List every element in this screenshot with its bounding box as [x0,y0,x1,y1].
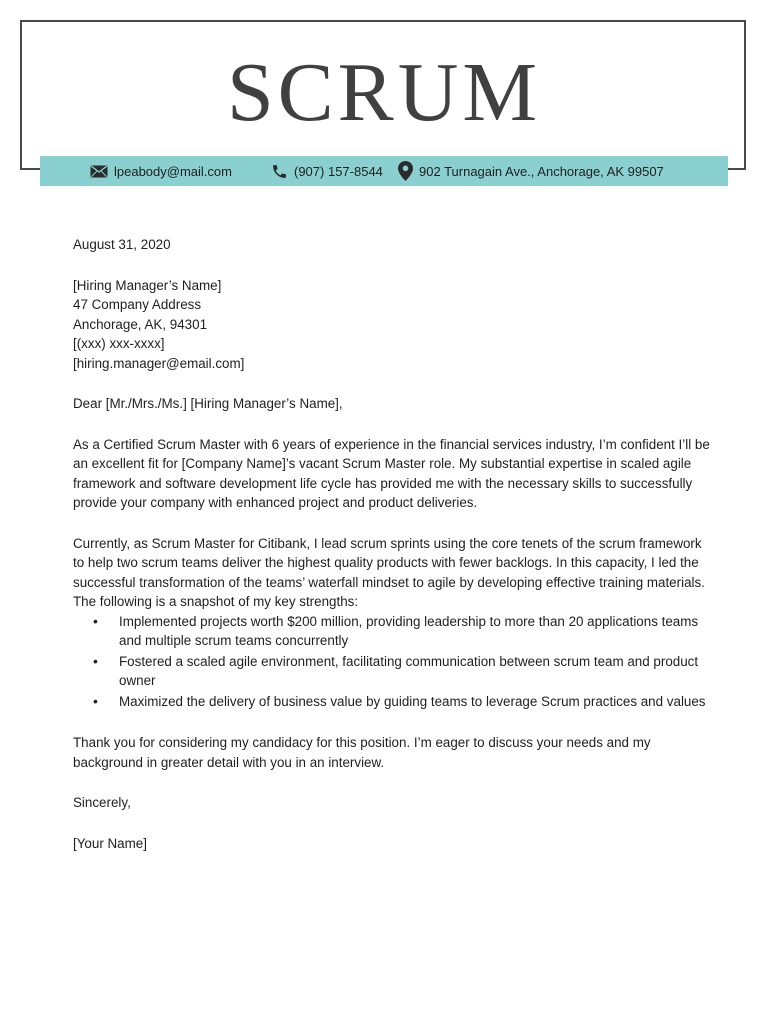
letter-date: August 31, 2020 [73,237,171,252]
recipient-line: [hiring.manager@email.com] [73,355,245,371]
paragraph-experience: Currently, as Scrum Master for Citibank, I lead scrum sprints using the core tenets of the scrum framework to help two scrum teams deliver the highest quality products with fewer backlogs. In this capacity, I led the successful transformation of the teams’ waterfall mindset to agile by developing effective training materials. The following is a snapshot of my key strengths: [73,535,705,609]
recipient-line: [Hiring Manager’s Name] [73,277,222,293]
paragraph-intro: As a Certified Scrum Master with 6 years of experience in the financial services industry, I’m confident I’ll be an excellent fit for [Company Name]’s vacant Scrum Master role. My substantial expertise in scaled agile framework and software development life cycle has provided me with the necessary skills to successfully provide your company with enhanced project and product deliveries. [73,436,710,510]
bullet-text: Fostered a scaled agile environment, facilitating communication between scrum team and product owner [119,653,699,688]
email-text: lpeabody@mail.com [114,163,232,179]
list-item [73,612,713,651]
recipient-block [73,276,713,374]
salutation: Dear [Mr./Mrs./Ms.] [Hiring Manager’s Name], [73,396,343,411]
list-item [73,692,713,712]
list-item [73,652,713,691]
envelope-icon [90,165,114,178]
recipient-line: Anchorage, AK, 94301 [73,316,208,332]
closing: Sincerely, [73,795,131,810]
bullet-text: Implemented projects worth $200 million, providing leadership to more than 20 applications teams and multiple scrum teams concurrently [119,613,699,648]
address-text: 902 Turnagain Ave., Anchorage, AK 99507 [419,163,664,179]
applicant-name: SCRUM [226,46,542,139]
contact-phone [271,156,383,186]
strengths-list [73,612,713,712]
bullet-icon: • [93,612,98,629]
map-pin-icon [398,161,419,181]
bullet-icon: • [93,692,98,709]
phone-icon [271,163,294,180]
contact-bar [40,156,728,186]
signature: [Your Name] [73,835,147,851]
bullet-icon: • [93,652,98,669]
contact-email [90,156,232,186]
recipient-line: [(xxx) xxx-xxxx] [73,336,165,351]
bullet-text: Maximized the delivery of business value by guiding teams to leverage Scrum practices and values [119,693,706,709]
letter-body [73,235,713,853]
phone-text: (907) 157-8544 [294,163,383,179]
paragraph-closing: Thank you for considering my candidacy for this position. I’m eager to discuss your needs and my background in greater detail with you in an interview. [73,735,651,770]
recipient-line: 47 Company Address [73,297,202,312]
contact-address [398,156,664,186]
